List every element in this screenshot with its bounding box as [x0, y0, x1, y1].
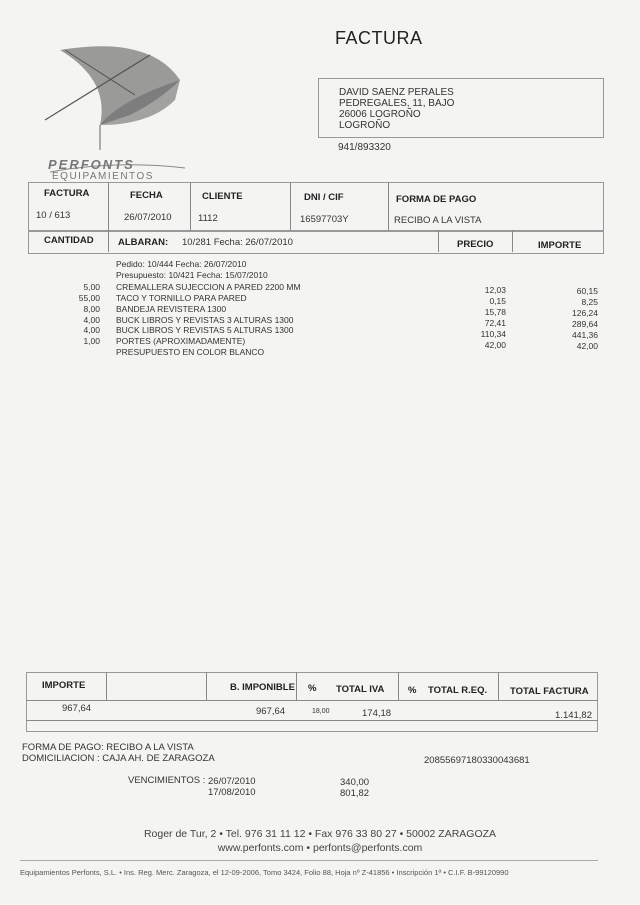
lines-header [28, 230, 604, 254]
item-desc: BUCK LIBROS Y REVISTAS 3 ALTURAS 1300 [116, 315, 294, 325]
item-amount: 126,24 [572, 308, 598, 318]
company-address: Roger de Tur, 2 • Tel. 976 31 11 12 • Fax 976 33 80 27 • 50002 ZARAGOZA [143, 828, 497, 840]
item-price: 0,15 [489, 296, 506, 306]
item-qty: 1,00 [83, 336, 100, 346]
item-price: 12,03 [484, 285, 506, 295]
totals-importe-value: 967,64 [62, 703, 92, 714]
fecha-label: FECHA [130, 190, 163, 201]
presupuesto-ref: Presupuesto: 10/421 Fecha: 15/07/2010 [116, 270, 268, 280]
dni-label: DNI / CIF [304, 192, 344, 203]
iva-percent-label: % [308, 683, 317, 694]
total-factura-label: TOTAL FACTURA [510, 686, 589, 697]
logo-subtitle: EQUIPAMIENTOS [52, 171, 154, 182]
total-iva-label: TOTAL IVA [336, 684, 385, 695]
item-desc: BANDEJA REVISTERA 1300 [116, 304, 227, 314]
iva-percent-value: 18,00 [312, 708, 330, 715]
precio-header: PRECIO [457, 239, 494, 250]
cliente-value: 1112 [198, 213, 218, 224]
dni-value: 16597703Y [300, 214, 349, 225]
due-date: 26/07/2010 [208, 776, 256, 787]
item-price: 72,41 [484, 318, 506, 328]
item-desc: TACO Y TORNILLO PARA PARED [116, 293, 247, 303]
item-qty: 4,00 [83, 325, 100, 335]
total-iva-value: 174,18 [362, 708, 392, 719]
logo-name: PERFONTS [48, 157, 135, 172]
item-desc: PORTES (APROXIMADAMENTE) [116, 336, 246, 346]
forma-pago-label: FORMA DE PAGO [396, 194, 477, 205]
due-amount: 801,82 [340, 788, 370, 799]
client-name: DAVID SAENZ PERALES [339, 87, 454, 98]
cantidad-header: CANTIDAD [44, 235, 94, 246]
req-percent-label: % [408, 685, 417, 696]
albaran-label: ALBARAN: [118, 237, 169, 248]
payment-method: FORMA DE PAGO: RECIBO A LA VISTA [22, 742, 194, 753]
totals-table [26, 672, 598, 732]
item-qty: 8,00 [83, 304, 100, 314]
legal-text: Equipamientos Perfonts, S.L. • Ins. Reg. Merc. Zaragoza, el 12-09-2006, Tomo 3424, Folio 88, Hoja nº Z-41856 • Inscripción 1ª • C.I.F. B-99120990 [20, 868, 509, 877]
domiciliacion: DOMICILIACION : CAJA AH. DE ZARAGOZA [22, 753, 215, 764]
base-imponible-value: 967,64 [256, 706, 286, 717]
client-postcode: 26006 LOGROÑO [339, 109, 421, 120]
item-price: 110,34 [480, 329, 506, 339]
total-req-label: TOTAL R.EQ. [428, 685, 488, 696]
item-amount: 42,00 [576, 341, 598, 351]
pedido-ref: Pedido: 10/444 Fecha: 26/07/2010 [116, 259, 247, 269]
due-date: 17/08/2010 [208, 787, 256, 798]
totals-importe-label: IMPORTE [42, 680, 86, 691]
item-qty: 55,00 [78, 293, 100, 303]
client-phone: 941/893320 [338, 142, 391, 153]
forma-pago-value: RECIBO A LA VISTA [394, 215, 482, 226]
cliente-label: CLIENTE [202, 191, 243, 202]
client-street: PEDREGALES, 11, BAJO [339, 98, 455, 109]
item-qty: 4,00 [83, 315, 100, 325]
company-web: www.perfonts.com • perfonts@perfonts.com [217, 842, 423, 854]
item-amount: 60,15 [576, 286, 598, 296]
document-title: FACTURA [335, 28, 423, 48]
item-desc: CREMALLERA SUJECCION A PARED 2200 MM [116, 282, 301, 292]
bank-account: 20855697180330043681 [424, 755, 530, 766]
client-address-box [318, 78, 604, 138]
factura-label: FACTURA [44, 188, 90, 199]
vencimientos-label: VENCIMIENTOS : [128, 775, 206, 786]
item-desc: BUCK LIBROS Y REVISTAS 5 ALTURAS 1300 [116, 325, 294, 335]
base-imponible-label: B. IMPONIBLE [230, 682, 295, 693]
fecha-value: 26/07/2010 [124, 212, 172, 223]
item-qty: 5,00 [83, 282, 100, 292]
factura-number: 10 / 613 [36, 210, 71, 221]
item-amount: 8,25 [581, 297, 598, 307]
item-price: 15,78 [484, 307, 506, 317]
item-amount: 289,64 [572, 319, 598, 329]
total-factura-value: 1.141,82 [555, 710, 592, 721]
item-price: 42,00 [484, 340, 506, 350]
item-amount: 441,36 [572, 330, 598, 340]
importe-header: IMPORTE [538, 240, 582, 251]
note-line: PRESUPUESTO EN COLOR BLANCO [116, 347, 265, 357]
client-city: LOGROÑO [339, 120, 391, 131]
albaran-value: 10/281 Fecha: 26/07/2010 [182, 237, 293, 248]
due-amount: 340,00 [340, 777, 370, 788]
